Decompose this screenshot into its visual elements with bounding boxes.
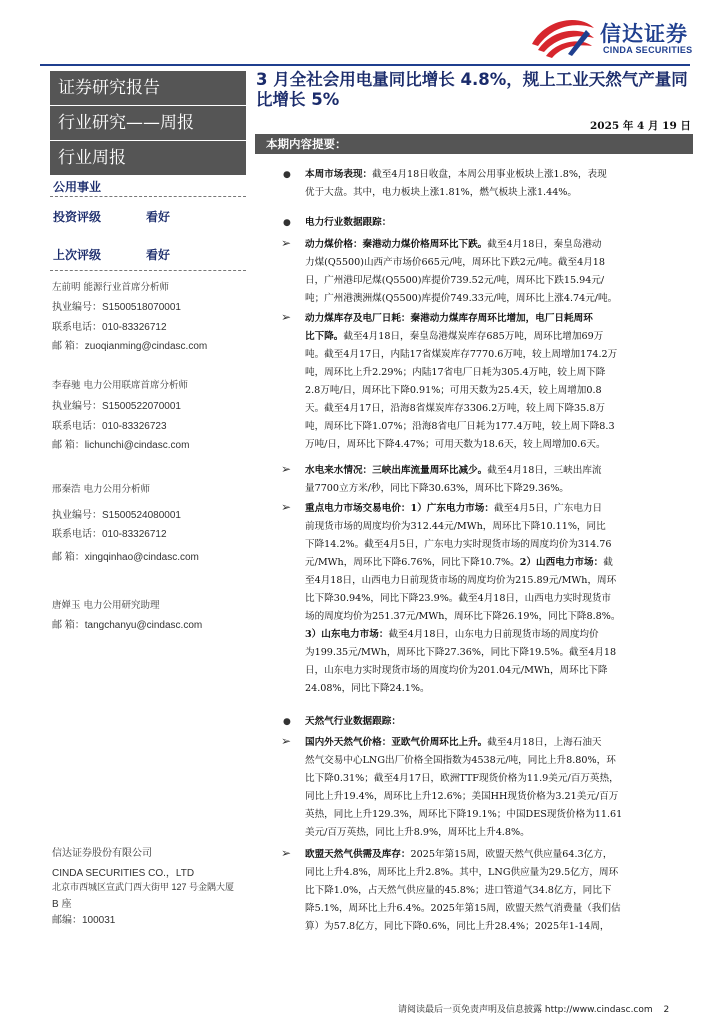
analyst-phone: 联系电话：010-83326723 [52, 421, 167, 432]
rating-value: 看好 [146, 210, 171, 224]
analyst-phone: 联系电话：010-83326712 [52, 529, 167, 540]
para-heading: 欧盟天然气供需及库存： [305, 849, 411, 860]
analyst-name: 左前明 能源行业首席分析师 [52, 282, 170, 293]
sidebar-divider [50, 196, 246, 197]
analyst-phone: 联系电话：010-83326712 [52, 322, 167, 333]
para-heading: 重点电力市场交易电价：1）广东电力市场： [305, 503, 494, 514]
company-address: 北京市西城区宣武门西大街甲 127 号金隅大厦 [52, 882, 235, 892]
footer-note [398, 1002, 669, 1015]
page-title: 3 月全社会用电量同比增长 4.8%，规上工业天然气产量同比增长 5% [256, 70, 688, 109]
logo-text-en: CINDA SECURITIES [603, 45, 693, 55]
header-divider [40, 64, 690, 66]
analyst-license: 执业编号：S1500518070001 [52, 302, 181, 313]
arrow-bullet-icon: ➢ [281, 462, 292, 476]
prev-rating-label: 上次评级 [53, 248, 102, 262]
analyst-name: 唐婵玉 电力公用研究助理 [52, 600, 160, 611]
para-heading: 水电来水情况：三峡出库流量周环比减少。 [305, 465, 488, 476]
para-heading: 国内外天然气价格：亚欧气价周环比上升。 [305, 737, 488, 748]
para-line: 优于大盘。其中，电力板块上涨1.81%，燃气板块上涨1.44%。 [305, 187, 578, 198]
company-name-en: CINDA SECURITIES CO.，LTD [52, 868, 195, 879]
report-kind-label: 行业周报 [50, 141, 246, 175]
arrow-bullet-icon: ➢ [281, 500, 292, 514]
arrow-bullet-icon: ➢ [281, 310, 292, 324]
analyst-email[interactable]: 邮 箱：zuoqianming@cindasc.com [52, 341, 208, 352]
prev-rating-value: 看好 [146, 248, 171, 262]
hydro-para: 水电来水情况：三峡出库流量周环比减少。截至4月18日，三峡出库流 量7700立方米/秒，同比下降30.63%，周环比下降29.36%。 [305, 465, 602, 494]
eu-gas-para: 欧盟天然气供需及库存：2025年第15周，欧盟天然气供应量64.3亿方， 同比上升4.8%，周环比上升2.8%。其中，LNG供应量为29.5亿方，周环 比下降1.0%，占天然气供应量的45.8%；进口管道气34.8亿方，同比下 降5.1%，周环比上升6.4%。2025年第15周，欧盟天然气消费量（我们估 算）为57.8亿方，同比下降0.6%，同比上升28.4%；2025年1-14周， [305, 849, 621, 932]
section-heading: 电力行业数据跟踪： [305, 217, 392, 228]
sidebar-divider [50, 270, 246, 271]
company-name-cn: 信达证券股份有限公司 [52, 848, 152, 859]
analyst-name: 邢秦浩 电力公用分析师 [52, 484, 151, 495]
coal-price-para: 动力煤价格：秦港动力煤价格周环比下跌。截至4月18日，秦皇岛港动 力煤(Q5500)山西产市场价665元/吨，周环比下跌2元/吨。截至4月18 日，广州港印尼煤(Q5500)库提价739.52元/吨，周环比下跌15.94元/ 吨；广州港澳洲煤(Q5500)库提价749.33元/吨，周环比上涨4.74元/吨。 [305, 239, 618, 304]
para-heading: 本周市场表现： [305, 169, 373, 180]
bullet-dot-icon: ● [283, 717, 291, 727]
report-date: 2025 年 4 月 19 日 [590, 120, 691, 132]
footer-disclaimer[interactable]: 请阅读最后一页免责声明及信息披露 http://www.cindasc.com [398, 1005, 653, 1015]
power-market-para: 重点电力市场交易电价：1）广东电力市场：截至4月5日，广东电力日 前现货市场的周度均价为312.44元/MWh，周环比下降10.11%，同比 下降14.2%。截至4月5日，广东电力实时现货市场的周度均价为314.76 元/MWh，周环比下降6.76%，同比下降10.7%。2）山西电力市场：截 至4月18日，山西电力日前现货市场的周度均价为215.89元/MWh，周环 比下降30.94%，同比下降23.9%。截至4月18日，山西电力实时现货市 场的周度均价为251.37元/MWh，周环比下降26.19%，同比下降8.8%。 3）山东电力市场：截至4月18日，山东电力日前现货市场的周度均价 为199.35元/MWh，周环比下降27.36%，同比下降19.5%。截至4月18 日，山东电力实时现货市场的周度均价为201.04元/MWh，周环比下降 24.08%，同比下降24.1%。 [305, 503, 621, 694]
analyst-license: 执业编号：S1500522070001 [52, 401, 181, 412]
rating-label: 投资评级 [53, 210, 102, 224]
gas-price-para: 国内外天然气价格：亚欧气价周环比上升。截至4月18日，上海石油天 然气交易中心LNG出厂价格全国指数为4538元/吨，同比上升8.80%，环 比下降0.31%；截至4月17日，欧洲TTF现货价格为11.9美元/百万英热， 同比上升19.4%，周环比上升12.6%；美国HH现货价格为3.21美元/百万 英热，同比上升129.3%，周环比下降19.1%；中国DES现货价格为11.61 美元/百万英热，同比上升8.9%，周环比上升4.8%。 [305, 737, 623, 838]
coal-inventory-para: 动力煤库存及电厂日耗：秦港动力煤库存周环比增加，电厂日耗周环 比下降。截至4月18日，秦皇岛港煤炭库存685万吨，周环比增加69万 吨。截至4月17日，内陆17省煤炭库存7770.6万吨，较上周增加174.2万 吨，周环比上升2.29%；内陆17省电厂日耗为305.4万吨，较上周下降 2.8万吨/日，周环比下降0.91%；可用天数为25.4天，较上周增加0.8 天。截至4月17日，沿海8省煤炭库存3306.2万吨，较上周下降35.8万 吨，周环比下降1.07%；沿海8省电厂日耗为177.4万吨，较上周下降8.3 万吨/日，周环比下降4.47%；可用天数为18.6天，较上周增加0.6天。 [305, 313, 618, 450]
market-performance-para [305, 166, 695, 202]
para-line: 截至4月18日收盘，本周公用事业板块上涨1.8%，表现 [372, 169, 607, 180]
company-address-2: B 座 [52, 899, 72, 910]
company-postcode: 邮编：100031 [52, 915, 116, 926]
analyst-email[interactable]: 邮 箱：lichunchi@cindasc.com [52, 440, 190, 451]
page-number: 2 [663, 1005, 670, 1015]
analyst-name: 李春驰 电力公用联席首席分析师 [52, 380, 189, 391]
logo-text-cn: 信达证券 [600, 22, 688, 46]
bullet-dot-icon: ● [283, 170, 291, 180]
para-heading: 动力煤价格：秦港动力煤价格周环比下跌。 [305, 239, 488, 250]
arrow-bullet-icon: ➢ [281, 734, 292, 748]
analyst-email[interactable]: 邮 箱：xingqinhao@cindasc.com [52, 552, 199, 563]
cinda-logo-icon [528, 14, 598, 58]
arrow-bullet-icon: ➢ [281, 846, 292, 860]
analyst-email[interactable]: 邮 箱：tangchanyu@cindasc.com [52, 620, 203, 631]
arrow-bullet-icon: ➢ [281, 236, 292, 250]
research-type-label: 行业研究——周报 [50, 106, 246, 140]
summary-label: 本期内容提要： [266, 137, 347, 151]
industry-label: 公用事业 [53, 180, 102, 194]
para-heading: 动力煤库存及电厂日耗：秦港动力煤库存周环比增加，电厂日耗周环 [305, 313, 593, 324]
section-heading: 天然气行业数据跟踪： [305, 716, 401, 727]
analyst-license: 执业编号：S1500524080001 [52, 510, 181, 521]
report-type-label: 证券研究报告 [50, 71, 246, 105]
bullet-dot-icon: ● [283, 218, 291, 228]
